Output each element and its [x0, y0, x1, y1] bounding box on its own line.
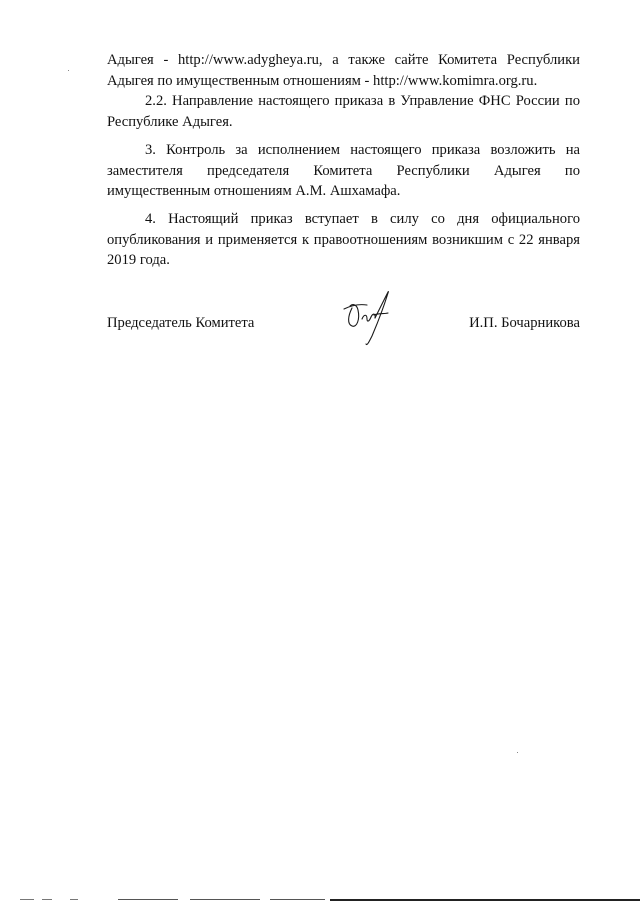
scan-artifact-line: [270, 899, 325, 900]
scan-artifact-dot: [68, 70, 69, 71]
paragraph-3: [107, 140, 580, 202]
scan-artifact-line: [70, 899, 78, 900]
handwritten-signature-icon: [340, 286, 400, 348]
scan-artifact-dot: [517, 752, 518, 753]
scan-artifact-line: [330, 899, 640, 901]
signatory-name: И.П. Бочарникова: [469, 315, 580, 331]
paragraph-text: 2.2. Направление настоящего приказа в Управление ФНС России по Республике Адыгея.: [107, 93, 580, 130]
signatory-position: Председатель Комитета: [107, 315, 255, 331]
paragraph-text: Адыгея - http://www.adygheya.ru, а также сайте Комитета Республики Адыгея по имущественным отношениям - http://www.komimra.org.ru.: [107, 52, 580, 89]
scan-artifact-line: [190, 899, 260, 900]
paragraph-text: 4. Настоящий приказ вступает в силу со дня официального опубликования и применяется к правоотношениям возникшим с 22 января 2019 года.: [107, 211, 580, 268]
scan-artifact-line: [118, 899, 178, 900]
scan-artifact-line: [20, 899, 34, 900]
paragraph-4: [107, 209, 580, 271]
scan-artifact-line: [42, 899, 52, 900]
paragraph-continuation: [107, 50, 580, 91]
paragraph-text: 3. Контроль за исполнением настоящего приказа возложить на заместителя председателя Комитета Республики Адыгея по имущественным отношениям А.М. Ашхамафа.: [107, 142, 580, 199]
paragraph-2-2: [107, 91, 580, 132]
